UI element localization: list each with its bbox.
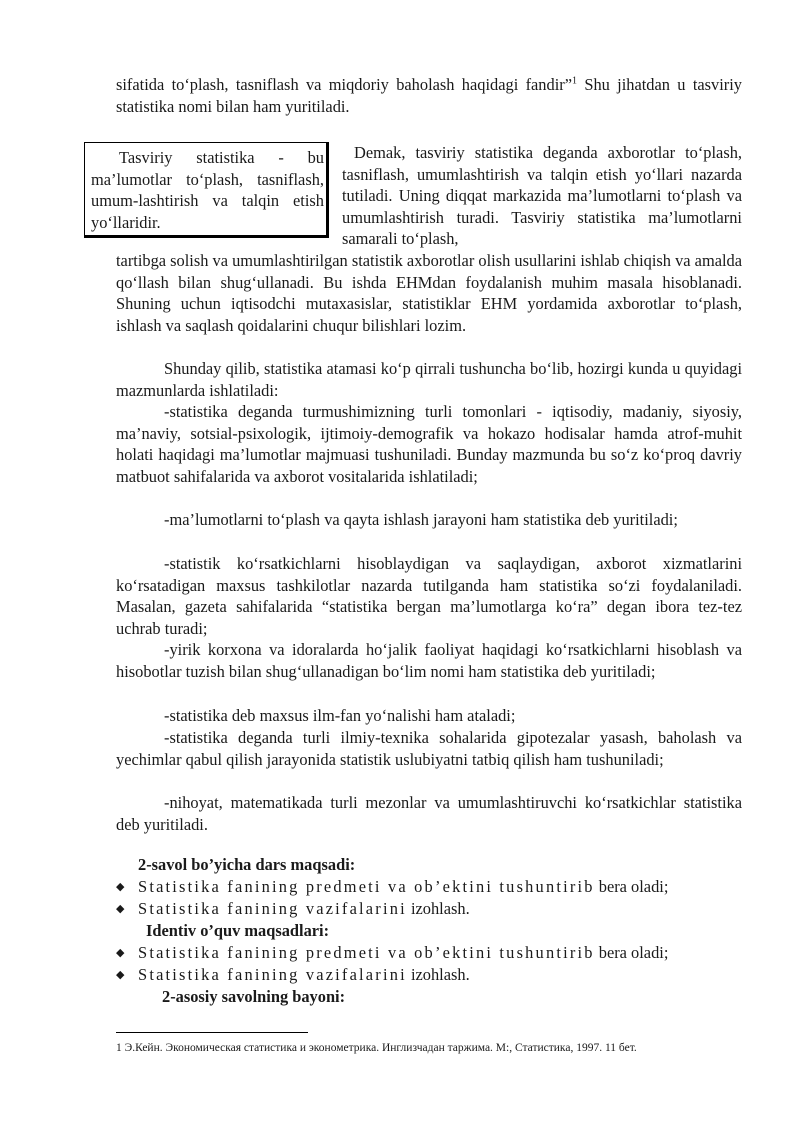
heading-identiv: Identiv o’quv maqsadlari: bbox=[146, 921, 330, 940]
intro-text: sifatida to‘plash, tasniflash va miqdoriy baholash haqidagi fandir” bbox=[116, 75, 572, 94]
heading-bayoni: 2-asosiy savolning bayoni: bbox=[162, 987, 346, 1006]
diamond-bullet-icon: ◆ bbox=[116, 881, 125, 893]
list-item-3: -statistik ko‘rsatkichlarni hisoblaydigan va saqlaydigan, axborot xizmatlarini ko‘rsatadigan maxsus tashkilotlar nazarda tutilganda ham statistika so‘zi foydalaniladi. Masalan, gazeta sahifalarida “statistika bergan ma’lumotlarga ko‘ra” degan ibora tez-tez uchrab turadi; bbox=[116, 554, 742, 638]
heading-goal: 2-savol bo’yicha dars maqsadi: bbox=[138, 855, 356, 874]
intro-paragraph bbox=[116, 74, 742, 117]
list-item-4: -yirik korxona va idoralarda ho‘jalik faoliyat haqidagi ko‘rsatkichlarni hisoblash va hisobotlar tuzish bilan shug‘ullanadigan bo‘lim nomi ham statistika deb yuritiladi; bbox=[116, 640, 742, 681]
definition-callout-box bbox=[84, 142, 329, 238]
identiv-bullet-1 bbox=[116, 943, 668, 963]
footnote: 1 Э.Кейн. Экономическая статистика и эконометрика. Инглизчадан таржима. М:, Статистика, 1997. 11 бет. bbox=[116, 1042, 637, 1054]
goal-bullet-2-normal: izohlash. bbox=[406, 899, 470, 918]
intro-text-rest: Shu jihatdan u tasviriy statistika nomi bilan ham yuritiladi. bbox=[116, 75, 743, 116]
diamond-bullet-icon: ◆ bbox=[116, 947, 125, 959]
shunday-paragraph: Shunday qilib, statistika atamasi ko‘p qirrali tushuncha bo‘lib, hozirgi kunda u quyidagi mazmunlarda ishlatiladi: bbox=[116, 359, 742, 400]
goal-bullet-1 bbox=[116, 877, 668, 897]
callout-text: Tasviriy statistika - bu ma’lumotlar to‘plash, tasniflash, umum-lashtirish va talqin etish yo‘llaridir. bbox=[91, 148, 324, 232]
goal-bullet-1-normal: bera oladi; bbox=[594, 877, 669, 896]
identiv-bullet-1-spaced: Statistika fanining predmeti va ob’ektini tushuntirib bbox=[138, 943, 595, 962]
list-item-1: -statistika deganda turmushimizning turli tomonlari - iqtisodiy, madaniy, siyosiy, ma’naviy, sotsial-psixologik, ijtimoiy-demografik va hokazo hodisalar hamda atrof-muhit holati haqidagi ma’lumotlar majmuasi tushuniladi. Bunday mazmunda bu so‘z ko‘proq davriy matbuot sahifalarida va axborot vositalarida ishlatiladi; bbox=[116, 402, 742, 486]
identiv-bullet-2-spaced: Statistika fanining vazifalarini bbox=[138, 965, 407, 984]
goal-bullet-1-spaced: Statistika fanining predmeti va ob’ektini tushuntirib bbox=[138, 877, 595, 896]
diamond-bullet-icon: ◆ bbox=[116, 903, 125, 915]
footnote-ref: 1 bbox=[572, 75, 577, 87]
demak-paragraph-continued: tartibga solish va umumlashtirilgan statistik axborotlar olish usullarini ishlab chiqish va amalda qo‘llash bilan shug‘ullanadi. Bu ishda EHMdan foydalanish muhim masala hisoblanadi. Shuning uchun iqtisodchi mutaxasislar, statistiklar EHM yordamida axborotlar to‘plash, ishlash va saqlash qoidalarini chuqur bilishlari lozim. bbox=[116, 251, 742, 335]
demak-text-start: Demak, tasviriy statistika deganda axborotlar to‘plash, tasniflash, umumlashtirish va talqin etish yo‘llari nazarda tutiladi. Uning diqqat markazida ma’lumotlarni to‘plash va umumlashtirish turadi. Tasviriy statistika ma’lumotlarni samarali to‘plash, bbox=[342, 143, 742, 248]
diamond-bullet-icon: ◆ bbox=[116, 969, 125, 981]
list-item-2: -ma’lumotlarni to‘plash va qayta ishlash jarayoni ham statistika deb yuritiladi; bbox=[164, 510, 678, 529]
identiv-bullet-2 bbox=[116, 965, 470, 985]
identiv-bullet-2-normal: izohlash. bbox=[406, 965, 470, 984]
list-item-5: -statistika deb maxsus ilm-fan yo‘nalishi ham ataladi; bbox=[164, 706, 516, 725]
demak-paragraph-right bbox=[342, 142, 742, 250]
list-item-6: -statistika deganda turli ilmiy-texnika sohalarida gipotezalar yasash, baholash va yechimlar qabul qilish jarayonida statistik uslubiyatni tatbiq qilish ham tushuniladi; bbox=[116, 728, 742, 769]
identiv-bullet-1-normal: bera oladi; bbox=[594, 943, 669, 962]
footnote-divider bbox=[116, 1032, 308, 1033]
list-item-7: -nihoyat, matematikada turli mezonlar va umumlashtiruvchi ko‘rsatkichlar statistika deb yuritiladi. bbox=[116, 793, 742, 834]
goal-bullet-2-spaced: Statistika fanining vazifalarini bbox=[138, 899, 407, 918]
goal-bullet-2 bbox=[116, 899, 470, 919]
